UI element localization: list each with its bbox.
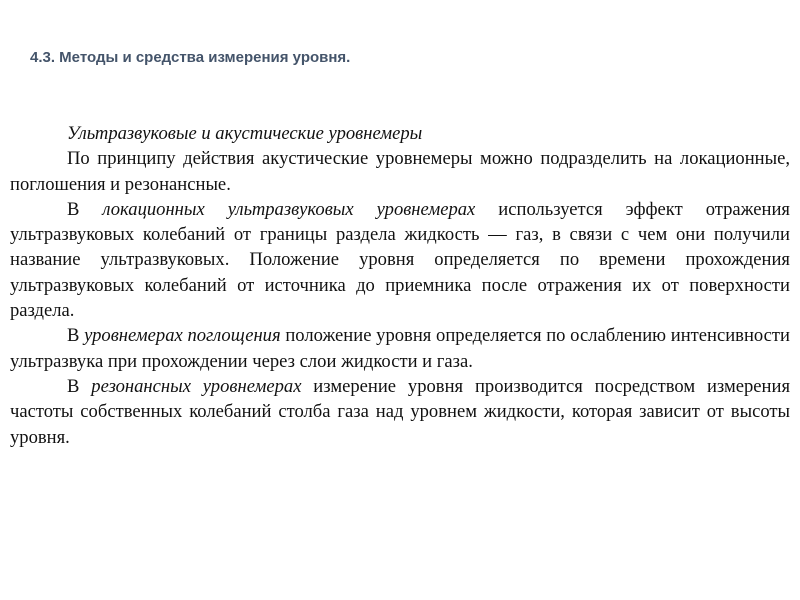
paragraph-lead: В bbox=[67, 198, 103, 220]
paragraph-resonance-gauges bbox=[10, 374, 790, 450]
paragraph-lead: В bbox=[67, 375, 92, 397]
term-absorption-gauges: уровнемерах поглощения bbox=[84, 325, 281, 347]
term-resonance-gauges: резонансных уровнемерах bbox=[91, 375, 302, 397]
section-heading: Ультразвуковые и акустические уровнемеры bbox=[67, 123, 423, 144]
term-location-gauges: локационных ультразвуковых уровнемерах bbox=[102, 198, 476, 220]
paragraph-location-gauges bbox=[10, 197, 790, 323]
slide-body bbox=[10, 121, 790, 450]
paragraph-text: используется эффект отражения ультразвуковых колебаний от границы раздела жидкость — газ, в связи с чем они получили название ультразвуковых. Положение уровня определяется по времени прохождения ультразвуковых колебаний от источника до приемника после отражения их от поверхности раздела. bbox=[10, 198, 790, 322]
paragraph-lead: В bbox=[67, 325, 85, 347]
slide-title: 4.3. Методы и средства измерения уровня. bbox=[30, 49, 351, 66]
paragraph-classification: По принципу действия акустические уровнемеры можно подразделить на локационные, поглошения и резонансные. bbox=[10, 148, 790, 195]
paragraph-text: измерение уровня производится посредством измерения частоты собственных колебаний столба газа над уровнем жидкости, которая зависит от высоты уровня. bbox=[10, 375, 790, 448]
paragraph-text: положение уровня определяется по ослаблению интенсивности ультразвука при прохождении через слои жидкости и газа. bbox=[10, 325, 790, 372]
paragraph-absorption-gauges bbox=[10, 323, 790, 374]
